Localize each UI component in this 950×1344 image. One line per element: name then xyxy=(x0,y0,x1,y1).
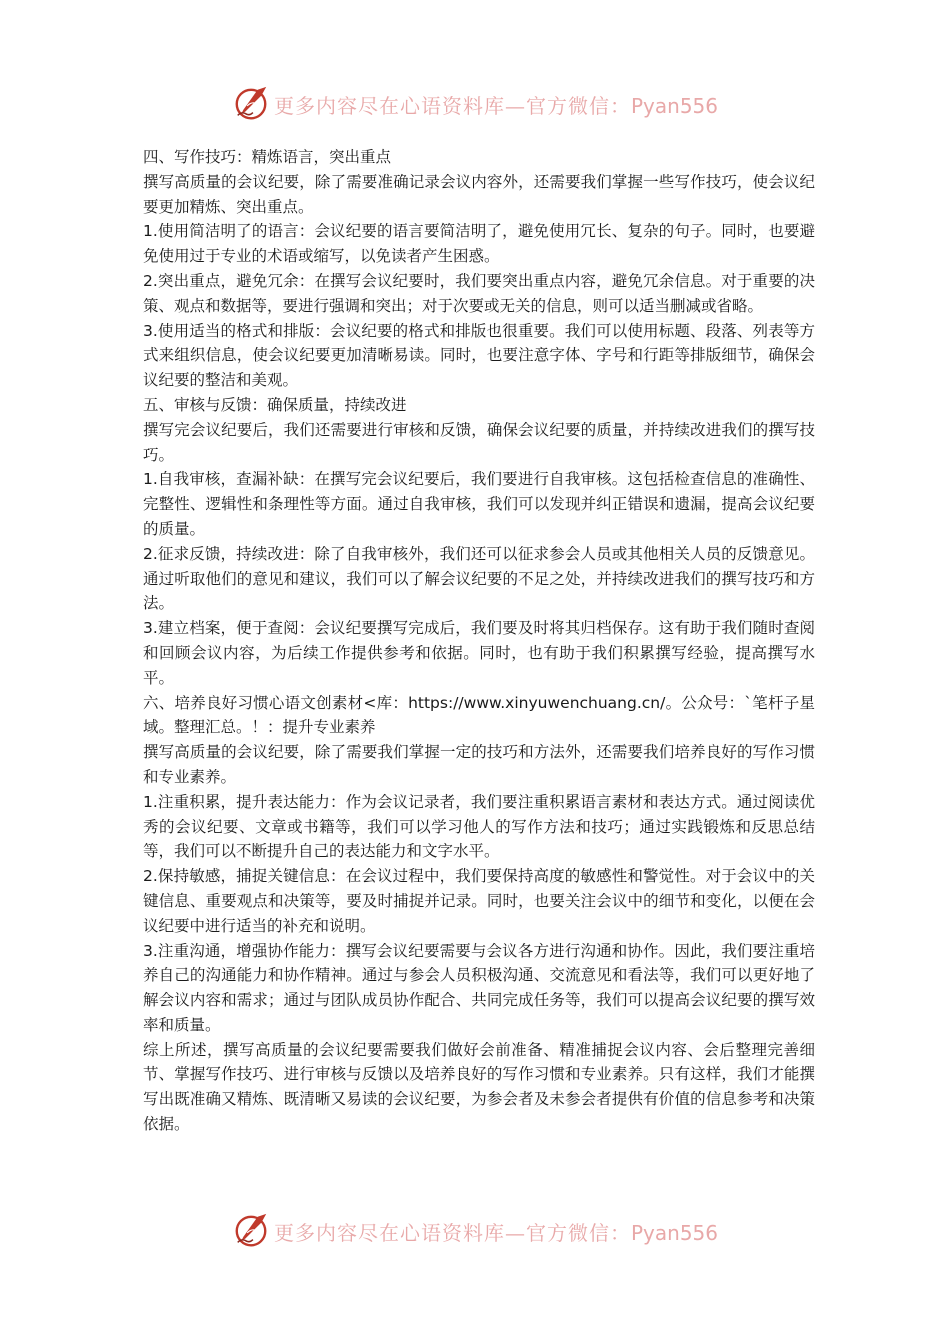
list-item: 1.自我审核，查漏补缺：在撰写完会议纪要后，我们要进行自我审核。这包括检查信息的准确性、完整性、逻辑性和条理性等方面。通过自我审核，我们可以发现并纠正错误和遗漏，提高会议纪要的质量。 xyxy=(143,470,815,538)
wechat-id: Pyan556 xyxy=(630,1220,718,1245)
list-item: 3.建立档案，便于查阅：会议纪要撰写完成后，我们要及时将其归档保存。这有助于我们随时查阅和回顾会议内容，为后续工作提供参考和依据。同时，也有助于我们积累撰写经验，提高撰写水平。 xyxy=(143,619,815,687)
section-heading-5: 五、审核与反馈：确保质量，持续改进 xyxy=(143,395,407,414)
paragraph: 撰写高质量的会议纪要，除了需要我们掌握一定的技巧和方法外，还需要我们培养良好的写作习惯和专业素养。 xyxy=(143,743,815,786)
footer-banner xyxy=(0,1211,950,1251)
banner-text: 更多内容尽在心语资料库—官方微信：Pyan556 xyxy=(273,93,718,118)
document-body xyxy=(143,145,815,1137)
paragraph: 撰写高质量的会议纪要，除了需要准确记录会议内容外，还需要我们掌握一些写作技巧，使会议纪要更加精炼、突出重点。 xyxy=(143,172,815,216)
list-item: 2.保持敏感，捕捉关键信息：在会议过程中，我们要保持高度的敏感性和警觉性。对于会议中的关键信息、重要观点和决策等，要及时捕捉并记录。同时，也要关注会议中的细节和变化，以便在会议纪要中进行适当的补充和说明。 xyxy=(143,867,815,935)
banner-text: 更多内容尽在心语资料库—官方微信：Pyan556 xyxy=(273,1220,718,1245)
wechat-id: Pyan556 xyxy=(630,93,718,118)
list-item: 1.使用简洁明了的语言：会议纪要的语言要简洁明了，避免使用冗长、复杂的句子。同时，也要避免使用过于专业的术语或缩写，以免读者产生困惑。 xyxy=(143,222,815,266)
list-item: 2.征求反馈，持续改进：除了自我审核外，我们还可以征求参会人员或其他相关人员的反馈意见。通过听取他们的意见和建议，我们可以了解会议纪要的不足之处，并持续改进我们的撰写技巧和方法。 xyxy=(143,544,815,613)
list-item: 2.突出重点，避免冗余：在撰写会议纪要时，我们要突出重点内容，避免冗余信息。对于重要的决策、观点和数据等，要进行强调和突出；对于次要或无关的信息，则可以适当删减或省略。 xyxy=(143,271,815,315)
summary-paragraph: 综上所述，撰写高质量的会议纪要需要我们做好会前准备、精准捕捉会议内容、会后整理完善细节、掌握写作技巧、进行审核与反馈以及培养良好的写作习惯和专业素养。只有这样，我们才能撰写出既准确又精炼、既清晰又易读的会议纪要，为参会者及未参会者提供有价值的信息参考和决策依据。 xyxy=(143,1040,815,1134)
quill-pen-logo-icon xyxy=(232,1212,270,1250)
header-banner xyxy=(0,84,950,124)
list-item: 1.注重积累，提升表达能力：作为会议记录者，我们要注重积累语言素材和表达方式。通过阅读优秀的会议纪要、文章或书籍等，我们可以学习他人的写作方法和技巧；通过实践锻炼和反思总结等，我们可以不断提升自己的表达能力和文字水平。 xyxy=(143,792,815,861)
list-item: 3.使用适当的格式和排版：会议纪要的格式和排版也很重要。我们可以使用标题、段落、列表等方式来组织信息，使会议纪要更加清晰易读。同时，也要注意字体、字号和行距等排版细节，确保会议纪要的整洁和美观。 xyxy=(143,321,815,390)
paragraph: 撰写完会议纪要后，我们还需要进行审核和反馈，确保会议纪要的质量，并持续改进我们的撰写技巧。 xyxy=(143,420,815,464)
quill-pen-logo-icon xyxy=(232,85,270,123)
section-heading-4: 四、写作技巧：精炼语言，突出重点 xyxy=(143,148,392,166)
section-heading-6: 六、培养良好习惯心语文创素材<库：https://www.xinyuwenchuang.cn/。公众号：`笔杆子星域。整理汇总。！：提升专业素养 xyxy=(143,693,815,737)
list-item: 3.注重沟通，增强协作能力：撰写会议纪要需要与会议各方进行沟通和协作。因此，我们要注重培养自己的沟通能力和协作精神。通过与参会人员积极沟通、交流意见和看法等，我们可以更好地了解会议内容和需求；通过与团队成员协作配合、共同完成任务等，我们可以提高会议纪要的撰写效率和质量。 xyxy=(143,941,815,1034)
